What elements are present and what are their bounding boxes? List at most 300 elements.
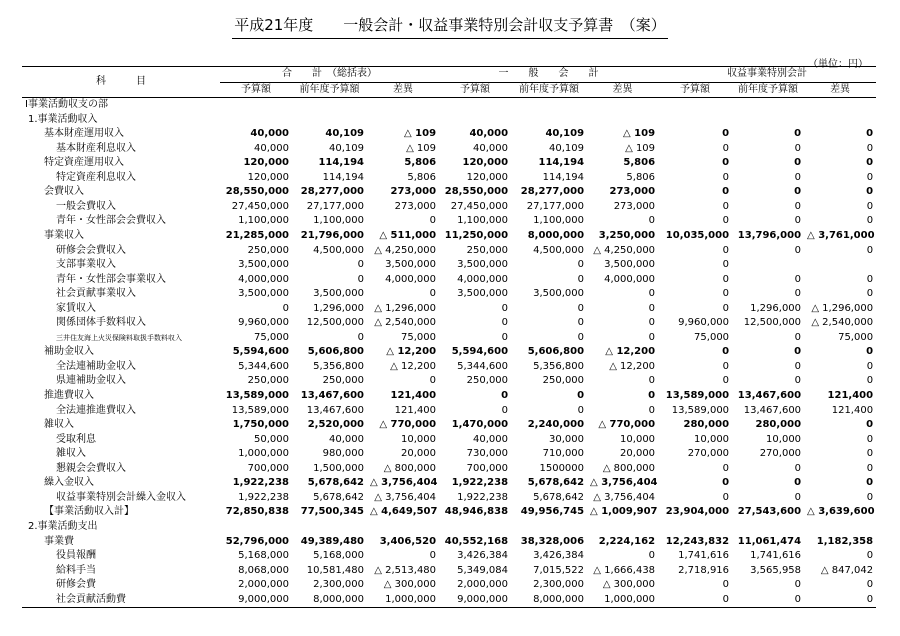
- row-label: 青年・女性部会会費収入: [56, 215, 166, 227]
- value-cell: 700,000: [466, 462, 509, 474]
- value-cell: 40,109: [325, 128, 364, 140]
- value-cell: 0: [794, 142, 802, 154]
- value-cell: 28,550,000: [225, 186, 289, 198]
- value-cell: 0: [794, 346, 802, 358]
- value-cell: 0: [866, 288, 874, 300]
- value-cell: 5,678,642: [527, 477, 585, 489]
- value-cell: 5,356,800: [313, 360, 364, 372]
- value-cell: 273,000: [394, 200, 437, 212]
- value-cell: [732, 258, 804, 273]
- value-cell: 0: [357, 273, 364, 285]
- value-cell: △ 4,250,000: [374, 244, 437, 256]
- value-cell: 0: [794, 128, 802, 140]
- value-cell: 0: [577, 273, 585, 285]
- value-cell: 1,100,000: [313, 215, 364, 227]
- value-cell: 3,500,000: [533, 288, 585, 300]
- value-cell: 0: [722, 215, 730, 227]
- value-cell: [220, 520, 292, 535]
- value-cell: 8,000,000: [527, 230, 585, 242]
- value-cell: △ 1,296,000: [811, 302, 874, 314]
- value-cell: 2,240,000: [527, 419, 585, 431]
- row-label: 研修会会費収入: [56, 244, 126, 256]
- row-label: 【事業活動収入計】: [44, 506, 134, 518]
- table-row: [22, 535, 876, 550]
- value-cell: 0: [722, 142, 730, 154]
- table-row: [22, 127, 876, 142]
- table-row: [22, 287, 876, 302]
- value-cell: [439, 113, 511, 128]
- value-cell: 1,500,000: [313, 462, 364, 474]
- col-header-diff: 差異: [367, 82, 439, 98]
- value-cell: 1,000,000: [238, 448, 289, 460]
- value-cell: 3,500,000: [238, 259, 289, 271]
- value-cell: 1,000,000: [367, 593, 439, 608]
- value-cell: 0: [866, 142, 874, 154]
- value-cell: 0: [577, 317, 585, 329]
- value-cell: 270,000: [687, 448, 730, 460]
- row-label: 懇親会会費収入: [56, 462, 126, 474]
- value-cell: △ 800,000: [602, 462, 656, 474]
- value-cell: 0: [357, 331, 364, 343]
- value-cell: 0: [794, 477, 802, 489]
- value-cell: 0: [722, 273, 730, 285]
- value-cell: 0: [866, 433, 874, 445]
- value-cell: 250,000: [542, 375, 585, 387]
- value-cell: [587, 520, 658, 535]
- value-cell: 0: [722, 302, 730, 314]
- value-cell: 3,406,520: [379, 535, 437, 547]
- value-cell: 1500000: [539, 462, 585, 474]
- value-cell: 0: [501, 317, 509, 329]
- value-cell: 0: [577, 259, 585, 271]
- value-cell: 27,177,000: [526, 200, 585, 212]
- value-cell: 7,015,522: [533, 564, 585, 576]
- value-cell: 0: [722, 200, 730, 212]
- value-cell: 75,000: [254, 331, 289, 343]
- value-cell: 0: [794, 186, 802, 198]
- value-cell: 3,500,000: [385, 259, 437, 271]
- value-cell: △ 1,009,907: [590, 506, 658, 518]
- row-label: 1.事業活動収入: [28, 113, 98, 125]
- value-cell: 5,356,800: [533, 360, 585, 372]
- value-cell: 1,922,238: [238, 491, 289, 503]
- value-cell: 5,344,600: [238, 360, 289, 372]
- value-cell: 0: [577, 404, 585, 416]
- value-cell: 0: [866, 448, 874, 460]
- document-title: [0, 14, 900, 39]
- value-cell: 3,500,000: [457, 259, 509, 271]
- value-cell: [658, 520, 732, 535]
- value-cell: △ 800,000: [383, 462, 437, 474]
- value-cell: 27,450,000: [450, 200, 509, 212]
- value-cell: [804, 113, 876, 128]
- value-cell: 0: [648, 375, 656, 387]
- value-cell: 4,000,000: [604, 273, 656, 285]
- value-cell: 0: [501, 302, 509, 314]
- value-cell: 2,718,916: [678, 564, 730, 576]
- table-row: [22, 520, 876, 535]
- value-cell: 0: [866, 419, 874, 431]
- table-row: [22, 185, 876, 200]
- row-label: 雑収入: [44, 419, 74, 431]
- value-cell: △ 2,540,000: [811, 317, 874, 329]
- value-cell: 0: [429, 375, 437, 387]
- value-cell: 3,565,958: [750, 564, 802, 576]
- value-cell: 10,581,480: [306, 564, 364, 576]
- value-cell: 4,500,000: [313, 244, 364, 256]
- value-cell: 5,806: [626, 171, 656, 183]
- value-cell: 8,000,000: [511, 593, 587, 608]
- value-cell: 10,000: [766, 433, 802, 445]
- value-cell: [367, 113, 439, 128]
- value-cell: 0: [501, 404, 509, 416]
- value-cell: 21,796,000: [300, 230, 364, 242]
- row-label: 支部事業収入: [56, 259, 116, 271]
- value-cell: 13,589,000: [225, 390, 289, 402]
- value-cell: 1,100,000: [533, 215, 585, 227]
- row-label: 家賃収入: [56, 302, 96, 314]
- table-row: [22, 389, 876, 404]
- value-cell: 1,296,000: [750, 302, 802, 314]
- value-cell: 12,243,832: [665, 535, 730, 547]
- value-cell: 250,000: [466, 375, 509, 387]
- value-cell: 0: [429, 288, 437, 300]
- value-cell: [587, 98, 658, 113]
- value-cell: 250,000: [247, 375, 289, 387]
- value-cell: 0: [429, 550, 437, 562]
- row-label: 雑収入: [56, 448, 86, 460]
- table-row: [22, 345, 876, 360]
- value-cell: 9,960,000: [678, 317, 730, 329]
- value-cell: 40,000: [329, 433, 364, 445]
- value-cell: [367, 98, 439, 113]
- value-cell: 40,109: [545, 128, 585, 140]
- col-header-budget: 予算額: [658, 82, 732, 98]
- value-cell: 0: [866, 244, 874, 256]
- value-cell: 0: [794, 360, 802, 372]
- value-cell: 250,000: [247, 244, 289, 256]
- value-cell: △ 12,200: [609, 360, 656, 372]
- value-cell: 3,250,000: [598, 230, 656, 242]
- table-row: [22, 404, 876, 419]
- value-cell: 114,194: [318, 157, 364, 169]
- value-cell: 114,194: [538, 157, 585, 169]
- value-cell: 0: [648, 215, 656, 227]
- value-cell: 27,450,000: [231, 200, 289, 212]
- value-cell: 120,000: [466, 171, 509, 183]
- value-cell: 0: [501, 331, 509, 343]
- value-cell: 0: [866, 550, 874, 562]
- row-label: 社会貢献事業収入: [56, 288, 136, 300]
- value-cell: △ 12,200: [605, 346, 656, 358]
- value-cell: 48,946,838: [444, 506, 509, 518]
- value-cell: [292, 520, 367, 535]
- value-cell: 0: [648, 302, 656, 314]
- value-cell: 40,000: [473, 142, 509, 154]
- row-label: 補助金収入: [44, 346, 94, 358]
- value-cell: 11,250,000: [444, 230, 509, 242]
- value-cell: 1,296,000: [313, 302, 364, 314]
- value-cell: 0: [866, 273, 874, 285]
- table-row: [22, 491, 876, 506]
- value-cell: 1,750,000: [232, 419, 289, 431]
- value-cell: 0: [866, 157, 874, 169]
- value-cell: 28,550,000: [444, 186, 509, 198]
- value-cell: 0: [722, 259, 730, 271]
- value-cell: △ 4,250,000: [593, 244, 656, 256]
- value-cell: 121,400: [394, 404, 437, 416]
- value-cell: 0: [722, 375, 730, 387]
- value-cell: 0: [501, 390, 509, 402]
- col-header-prev: 前年度予算額: [732, 82, 804, 98]
- value-cell: △ 511,000: [379, 230, 437, 242]
- value-cell: 121,400: [827, 390, 874, 402]
- value-cell: 0: [794, 200, 802, 212]
- table-row: [22, 593, 876, 608]
- row-label: 事業収入: [44, 230, 84, 242]
- value-cell: 3,500,000: [238, 288, 289, 300]
- value-cell: △ 3,756,404: [370, 477, 438, 489]
- value-cell: 8,000,000: [292, 593, 367, 608]
- value-cell: 0: [577, 331, 585, 343]
- value-cell: △ 847,042: [820, 564, 874, 576]
- value-cell: [804, 520, 876, 535]
- value-cell: 980,000: [322, 448, 364, 460]
- value-cell: 0: [722, 462, 730, 474]
- table-row: [22, 505, 876, 520]
- value-cell: [439, 98, 511, 113]
- table-row: [22, 200, 876, 215]
- col-header-prev: 前年度予算額: [292, 82, 367, 98]
- col-header-budget: 予算額: [220, 82, 292, 98]
- value-cell: △ 109: [625, 142, 656, 154]
- value-cell: [367, 520, 439, 535]
- value-cell: 8,068,000: [238, 564, 289, 576]
- value-cell: 13,467,600: [737, 390, 802, 402]
- budget-table: [22, 66, 876, 608]
- value-cell: 38,328,006: [520, 535, 585, 547]
- value-cell: 9,000,000: [439, 593, 511, 608]
- unit-note: （単位：円）: [808, 59, 868, 70]
- value-cell: 11,061,474: [737, 535, 802, 547]
- table-row: [22, 433, 876, 448]
- value-cell: △ 2,513,480: [374, 564, 437, 576]
- col-header-diff: 差異: [804, 82, 876, 98]
- value-cell: △ 3,756,404: [593, 491, 656, 503]
- value-cell: 1,182,358: [816, 535, 874, 547]
- value-cell: [511, 98, 587, 113]
- value-cell: 75,000: [838, 331, 874, 343]
- table-row: [22, 214, 876, 229]
- row-label: Ⅰ事業活動収支の部: [25, 99, 108, 111]
- value-cell: 0: [866, 215, 874, 227]
- value-cell: 5,806: [623, 157, 656, 169]
- value-cell: △ 300,000: [602, 579, 656, 591]
- table-row: [22, 374, 876, 389]
- row-label: 推進費収入: [44, 390, 94, 402]
- value-cell: △ 109: [406, 142, 437, 154]
- value-cell: 40,000: [469, 128, 509, 140]
- value-cell: 40,000: [250, 128, 289, 140]
- table-row: [22, 476, 876, 491]
- value-cell: 49,956,745: [520, 506, 585, 518]
- value-cell: 710,000: [542, 448, 585, 460]
- table-row: [22, 156, 876, 171]
- value-cell: 0: [722, 288, 730, 300]
- value-cell: 4,000,000: [385, 273, 437, 285]
- value-cell: 40,000: [473, 433, 509, 445]
- value-cell: 75,000: [694, 331, 730, 343]
- value-cell: 2,224,162: [598, 535, 656, 547]
- table-row: [22, 549, 876, 564]
- value-cell: 0: [866, 186, 874, 198]
- table-row: [22, 578, 876, 593]
- row-label: 基本財産運用収入: [44, 128, 124, 140]
- row-label: 特定資産運用収入: [44, 157, 124, 169]
- row-label: 事業費: [44, 535, 74, 547]
- value-cell: △ 770,000: [379, 419, 437, 431]
- value-cell: 5,806: [407, 171, 437, 183]
- value-cell: 700,000: [247, 462, 289, 474]
- value-cell: 0: [722, 157, 730, 169]
- value-cell: [732, 520, 804, 535]
- table-row: [22, 142, 876, 157]
- row-label: 2.事業活動支出: [28, 520, 98, 532]
- value-cell: 5,168,000: [238, 550, 289, 562]
- value-cell: 23,904,000: [665, 506, 730, 518]
- value-cell: △ 1,296,000: [374, 302, 437, 314]
- table-row: [22, 316, 876, 331]
- value-cell: 0: [794, 244, 802, 256]
- value-cell: 0: [794, 215, 802, 227]
- value-cell: 2,300,000: [313, 579, 364, 591]
- value-cell: [292, 98, 367, 113]
- value-cell: 52,796,000: [225, 535, 289, 547]
- value-cell: 1,100,000: [457, 215, 509, 227]
- value-cell: 3,500,000: [457, 288, 509, 300]
- value-cell: 273,000: [613, 200, 656, 212]
- value-cell: 0: [794, 491, 802, 503]
- value-cell: 0: [648, 331, 656, 343]
- value-cell: 5,349,084: [457, 564, 509, 576]
- value-cell: 0: [866, 477, 874, 489]
- value-cell: 27,543,600: [737, 506, 802, 518]
- value-cell: 40,109: [329, 142, 364, 154]
- value-cell: △ 109: [403, 128, 437, 140]
- budget-rows: [22, 98, 876, 608]
- value-cell: 0: [722, 579, 730, 591]
- value-cell: 13,467,600: [743, 404, 802, 416]
- value-cell: 0: [722, 244, 730, 256]
- value-cell: 4,500,000: [533, 244, 585, 256]
- value-cell: 5,168,000: [313, 550, 364, 562]
- value-cell: △ 3,761,000: [807, 230, 875, 242]
- value-cell: 1,922,238: [457, 491, 509, 503]
- value-cell: 0: [866, 360, 874, 372]
- value-cell: 273,000: [609, 186, 656, 198]
- value-cell: △ 12,200: [386, 346, 437, 358]
- value-cell: 5,344,600: [457, 360, 509, 372]
- value-cell: 120,000: [243, 157, 289, 169]
- value-cell: 20,000: [620, 448, 656, 460]
- value-cell: [439, 520, 511, 535]
- value-cell: 49,389,480: [300, 535, 364, 547]
- value-cell: 12,500,000: [743, 317, 802, 329]
- value-cell: 0: [722, 128, 730, 140]
- value-cell: 120,000: [247, 171, 289, 183]
- value-cell: 10,000: [620, 433, 656, 445]
- value-cell: 0: [648, 390, 656, 402]
- row-label: 関係団体手数料収入: [56, 317, 146, 329]
- value-cell: 0: [866, 200, 874, 212]
- value-cell: 10,035,000: [665, 230, 730, 242]
- value-cell: 0: [722, 491, 730, 503]
- row-label: 受取利息: [56, 433, 96, 445]
- value-cell: 250,000: [466, 244, 509, 256]
- table-row: [22, 302, 876, 317]
- value-cell: △ 2,540,000: [374, 317, 437, 329]
- row-label: 県連補助金収入: [56, 375, 126, 387]
- subject-header: 科 目: [22, 67, 220, 98]
- value-cell: 0: [648, 317, 656, 329]
- value-cell: 0: [722, 346, 730, 358]
- row-label: 特定資産利息収入: [56, 171, 136, 183]
- value-cell: [804, 258, 876, 273]
- col-header-prev: 前年度予算額: [511, 82, 587, 98]
- group-header-general: 一 般 会 計: [439, 67, 658, 83]
- value-cell: 40,109: [549, 142, 585, 154]
- value-cell: 1,741,616: [678, 550, 730, 562]
- value-cell: △ 3,756,404: [590, 477, 658, 489]
- table-row: [22, 331, 876, 346]
- value-cell: 0: [429, 215, 437, 227]
- value-cell: 0: [722, 477, 730, 489]
- value-cell: 75,000: [401, 331, 437, 343]
- row-label: 一般会費収入: [56, 200, 116, 212]
- value-cell: △ 12,200: [390, 360, 437, 372]
- value-cell: 250,000: [322, 375, 364, 387]
- value-cell: 10,000: [401, 433, 437, 445]
- value-cell: 1,100,000: [238, 215, 289, 227]
- row-label: 研修会費: [56, 579, 96, 591]
- value-cell: 0: [866, 346, 874, 358]
- value-cell: 13,467,600: [306, 404, 364, 416]
- value-cell: 9,000,000: [220, 593, 292, 608]
- value-cell: [804, 98, 876, 113]
- table-row: [22, 360, 876, 375]
- value-cell: 9,960,000: [238, 317, 289, 329]
- value-cell: 4,000,000: [457, 273, 509, 285]
- value-cell: 77,500,345: [300, 506, 364, 518]
- value-cell: 270,000: [759, 448, 802, 460]
- value-cell: 2,000,000: [457, 579, 509, 591]
- row-label: 全法連補助金収入: [56, 360, 136, 372]
- value-cell: 1,922,238: [451, 477, 509, 489]
- value-cell: [511, 520, 587, 535]
- value-cell: 3,426,384: [457, 550, 509, 562]
- value-cell: 28,277,000: [300, 186, 364, 198]
- value-cell: 5,606,800: [307, 346, 364, 358]
- value-cell: 0: [732, 593, 804, 608]
- value-cell: 0: [282, 302, 289, 314]
- value-cell: 1,741,616: [750, 550, 802, 562]
- value-cell: 0: [866, 375, 874, 387]
- value-cell: 1,000,000: [587, 593, 658, 608]
- value-cell: 0: [804, 593, 876, 608]
- value-cell: 13,589,000: [665, 390, 730, 402]
- value-cell: 0: [577, 390, 585, 402]
- row-label: 会費収入: [44, 186, 84, 198]
